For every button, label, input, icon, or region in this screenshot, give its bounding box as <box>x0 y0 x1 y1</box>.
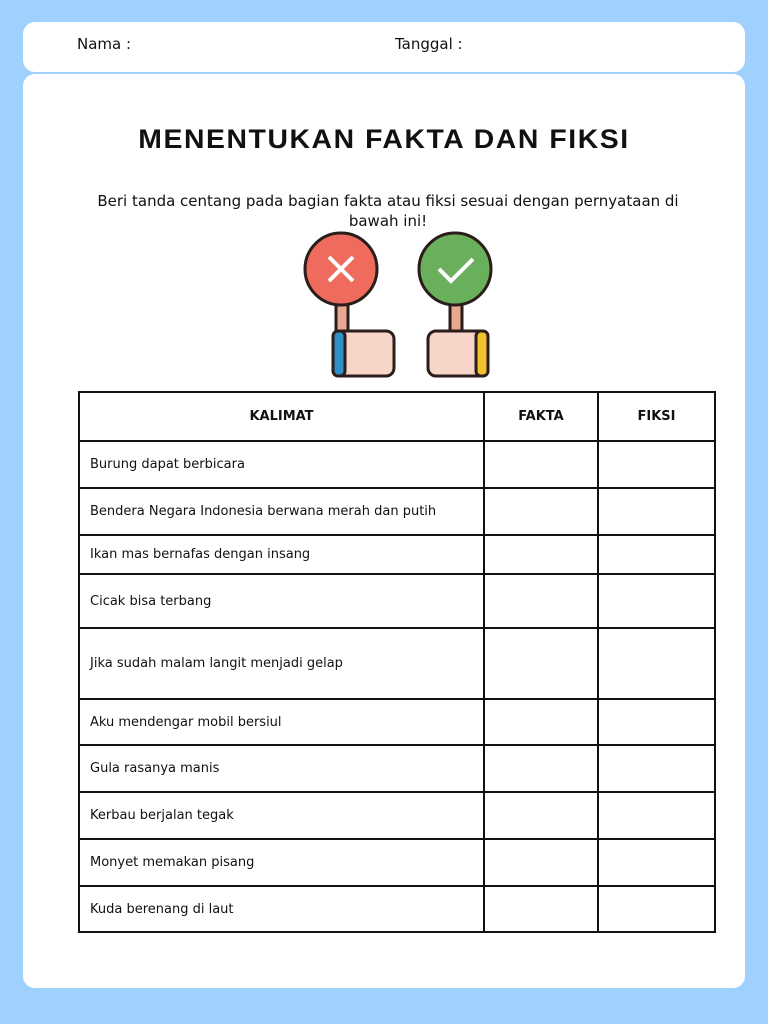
header-card <box>23 22 745 72</box>
table-row <box>79 699 715 745</box>
statement-cell: Cicak bisa terbang <box>79 574 484 628</box>
fiksi-checkbox-cell[interactable] <box>598 886 715 932</box>
fakta-checkbox-cell[interactable] <box>484 441 598 488</box>
table-row <box>79 535 715 574</box>
page-title: MENENTUKAN FAKTA DAN FIKSI <box>138 124 630 154</box>
fiksi-checkbox-cell[interactable] <box>598 488 715 535</box>
fiksi-checkbox-cell[interactable] <box>598 535 715 574</box>
statement-cell: Kerbau berjalan tegak <box>79 792 484 839</box>
worksheet-card <box>23 74 745 988</box>
fakta-checkbox-cell[interactable] <box>484 745 598 792</box>
table-row <box>79 839 715 886</box>
cross-sign-icon <box>305 233 394 376</box>
date-label: Tanggal : <box>395 35 463 53</box>
fakta-checkbox-cell[interactable] <box>484 574 598 628</box>
table-row <box>79 488 715 535</box>
statement-cell: Bendera Negara Indonesia berwana merah dan putih <box>79 488 484 535</box>
table-row <box>79 745 715 792</box>
fakta-checkbox-cell[interactable] <box>484 792 598 839</box>
fiksi-checkbox-cell[interactable] <box>598 699 715 745</box>
fiksi-checkbox-cell[interactable] <box>598 441 715 488</box>
check-sign-icon <box>419 233 491 376</box>
statement-cell: Gula rasanya manis <box>79 745 484 792</box>
table-row <box>79 886 715 932</box>
header-kalimat: KALIMAT <box>79 392 484 441</box>
statement-cell: Burung dapat berbicara <box>79 441 484 488</box>
statement-cell: Ikan mas bernafas dengan insang <box>79 535 484 574</box>
statement-cell: Monyet memakan pisang <box>79 839 484 886</box>
fakta-checkbox-cell[interactable] <box>484 488 598 535</box>
instruction-text: Beri tanda centang pada bagian fakta atau fiksi sesuai dengan pernyataan di bawah ini! <box>97 192 679 230</box>
statement-cell: Aku mendengar mobil bersiul <box>79 699 484 745</box>
fakta-checkbox-cell[interactable] <box>484 535 598 574</box>
fakta-checkbox-cell[interactable] <box>484 699 598 745</box>
statement-cell: Kuda berenang di laut <box>79 886 484 932</box>
fiksi-checkbox-cell[interactable] <box>598 839 715 886</box>
table-row <box>79 628 715 699</box>
fiksi-checkbox-cell[interactable] <box>598 574 715 628</box>
fact-fiction-table <box>78 391 716 933</box>
table-row <box>79 792 715 839</box>
header-fiksi: FIKSI <box>598 392 715 441</box>
fiksi-checkbox-cell[interactable] <box>598 628 715 699</box>
statement-cell: Jika sudah malam langit menjadi gelap <box>79 628 484 699</box>
fiksi-checkbox-cell[interactable] <box>598 745 715 792</box>
name-label: Nama : <box>77 35 132 53</box>
fiksi-checkbox-cell[interactable] <box>598 792 715 839</box>
header-fakta: FAKTA <box>484 392 598 441</box>
table-row <box>79 574 715 628</box>
table-row <box>79 441 715 488</box>
fakta-checkbox-cell[interactable] <box>484 628 598 699</box>
fakta-checkbox-cell[interactable] <box>484 886 598 932</box>
fact-fiction-signs-illustration <box>303 231 493 381</box>
fakta-checkbox-cell[interactable] <box>484 839 598 886</box>
